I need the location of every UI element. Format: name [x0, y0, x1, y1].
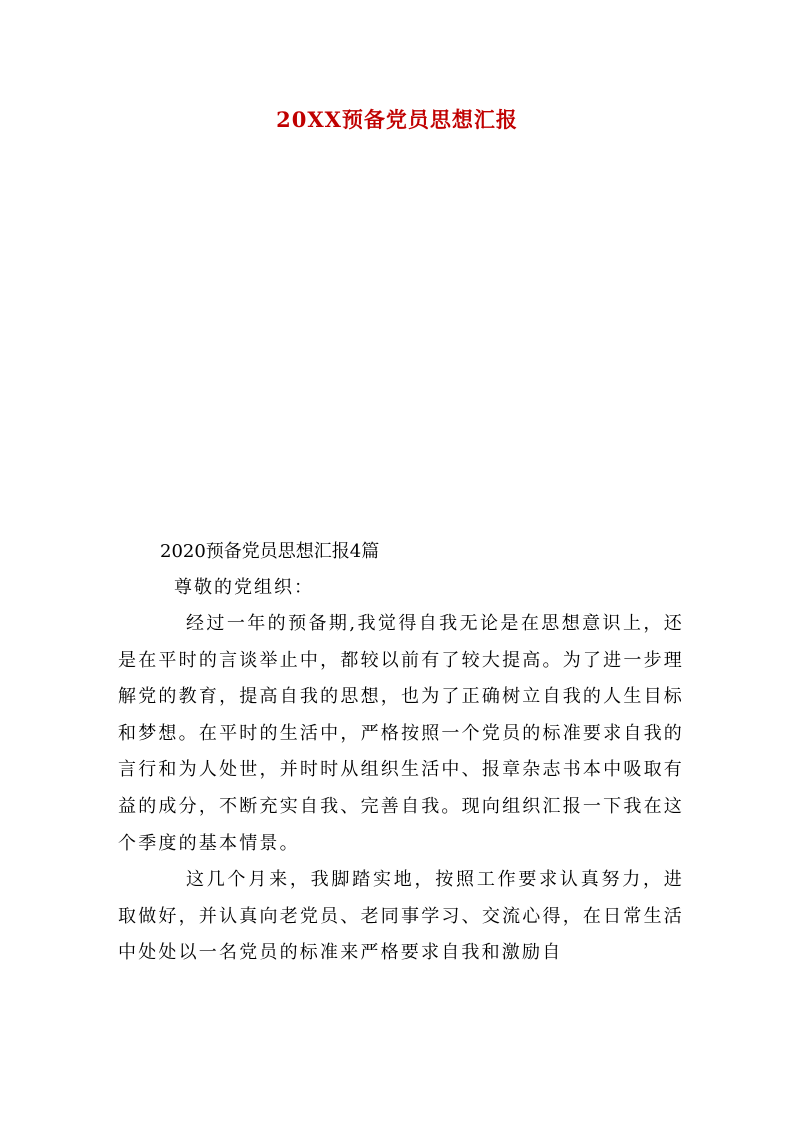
paragraph-1: 经过一年的预备期,我觉得自我无论是在思想意识上，还是在平时的言谈举止中，都较以前有了较大提高。为了进一步理解党的教育，提高自我的思想，也为了正确树立自我的人生目标和梦想。在平时的生活中，严格按照一个党员的标准要求自我的言行和为人处世，并时时从组织生活中、报章杂志书本中吸取有益的成分，不断充实自我、完善自我。现向组织汇报一下我在这个季度的基本情景。: [118, 613, 684, 854]
document-subtitle: 2020预备党员思想汇报4篇: [160, 541, 380, 562]
paragraph-2: 这几个月来，我脚踏实地，按照工作要求认真努力，进取做好，并认真向老党员、老同事学习、交流心得，在日常生活中处处以一名党员的标准来严格要求自我和激励自: [118, 869, 684, 964]
document-body: [118, 534, 684, 972]
salutation: 尊敬的党组织：: [174, 577, 314, 598]
document-title: 20XX预备党员思想汇报: [276, 107, 518, 132]
